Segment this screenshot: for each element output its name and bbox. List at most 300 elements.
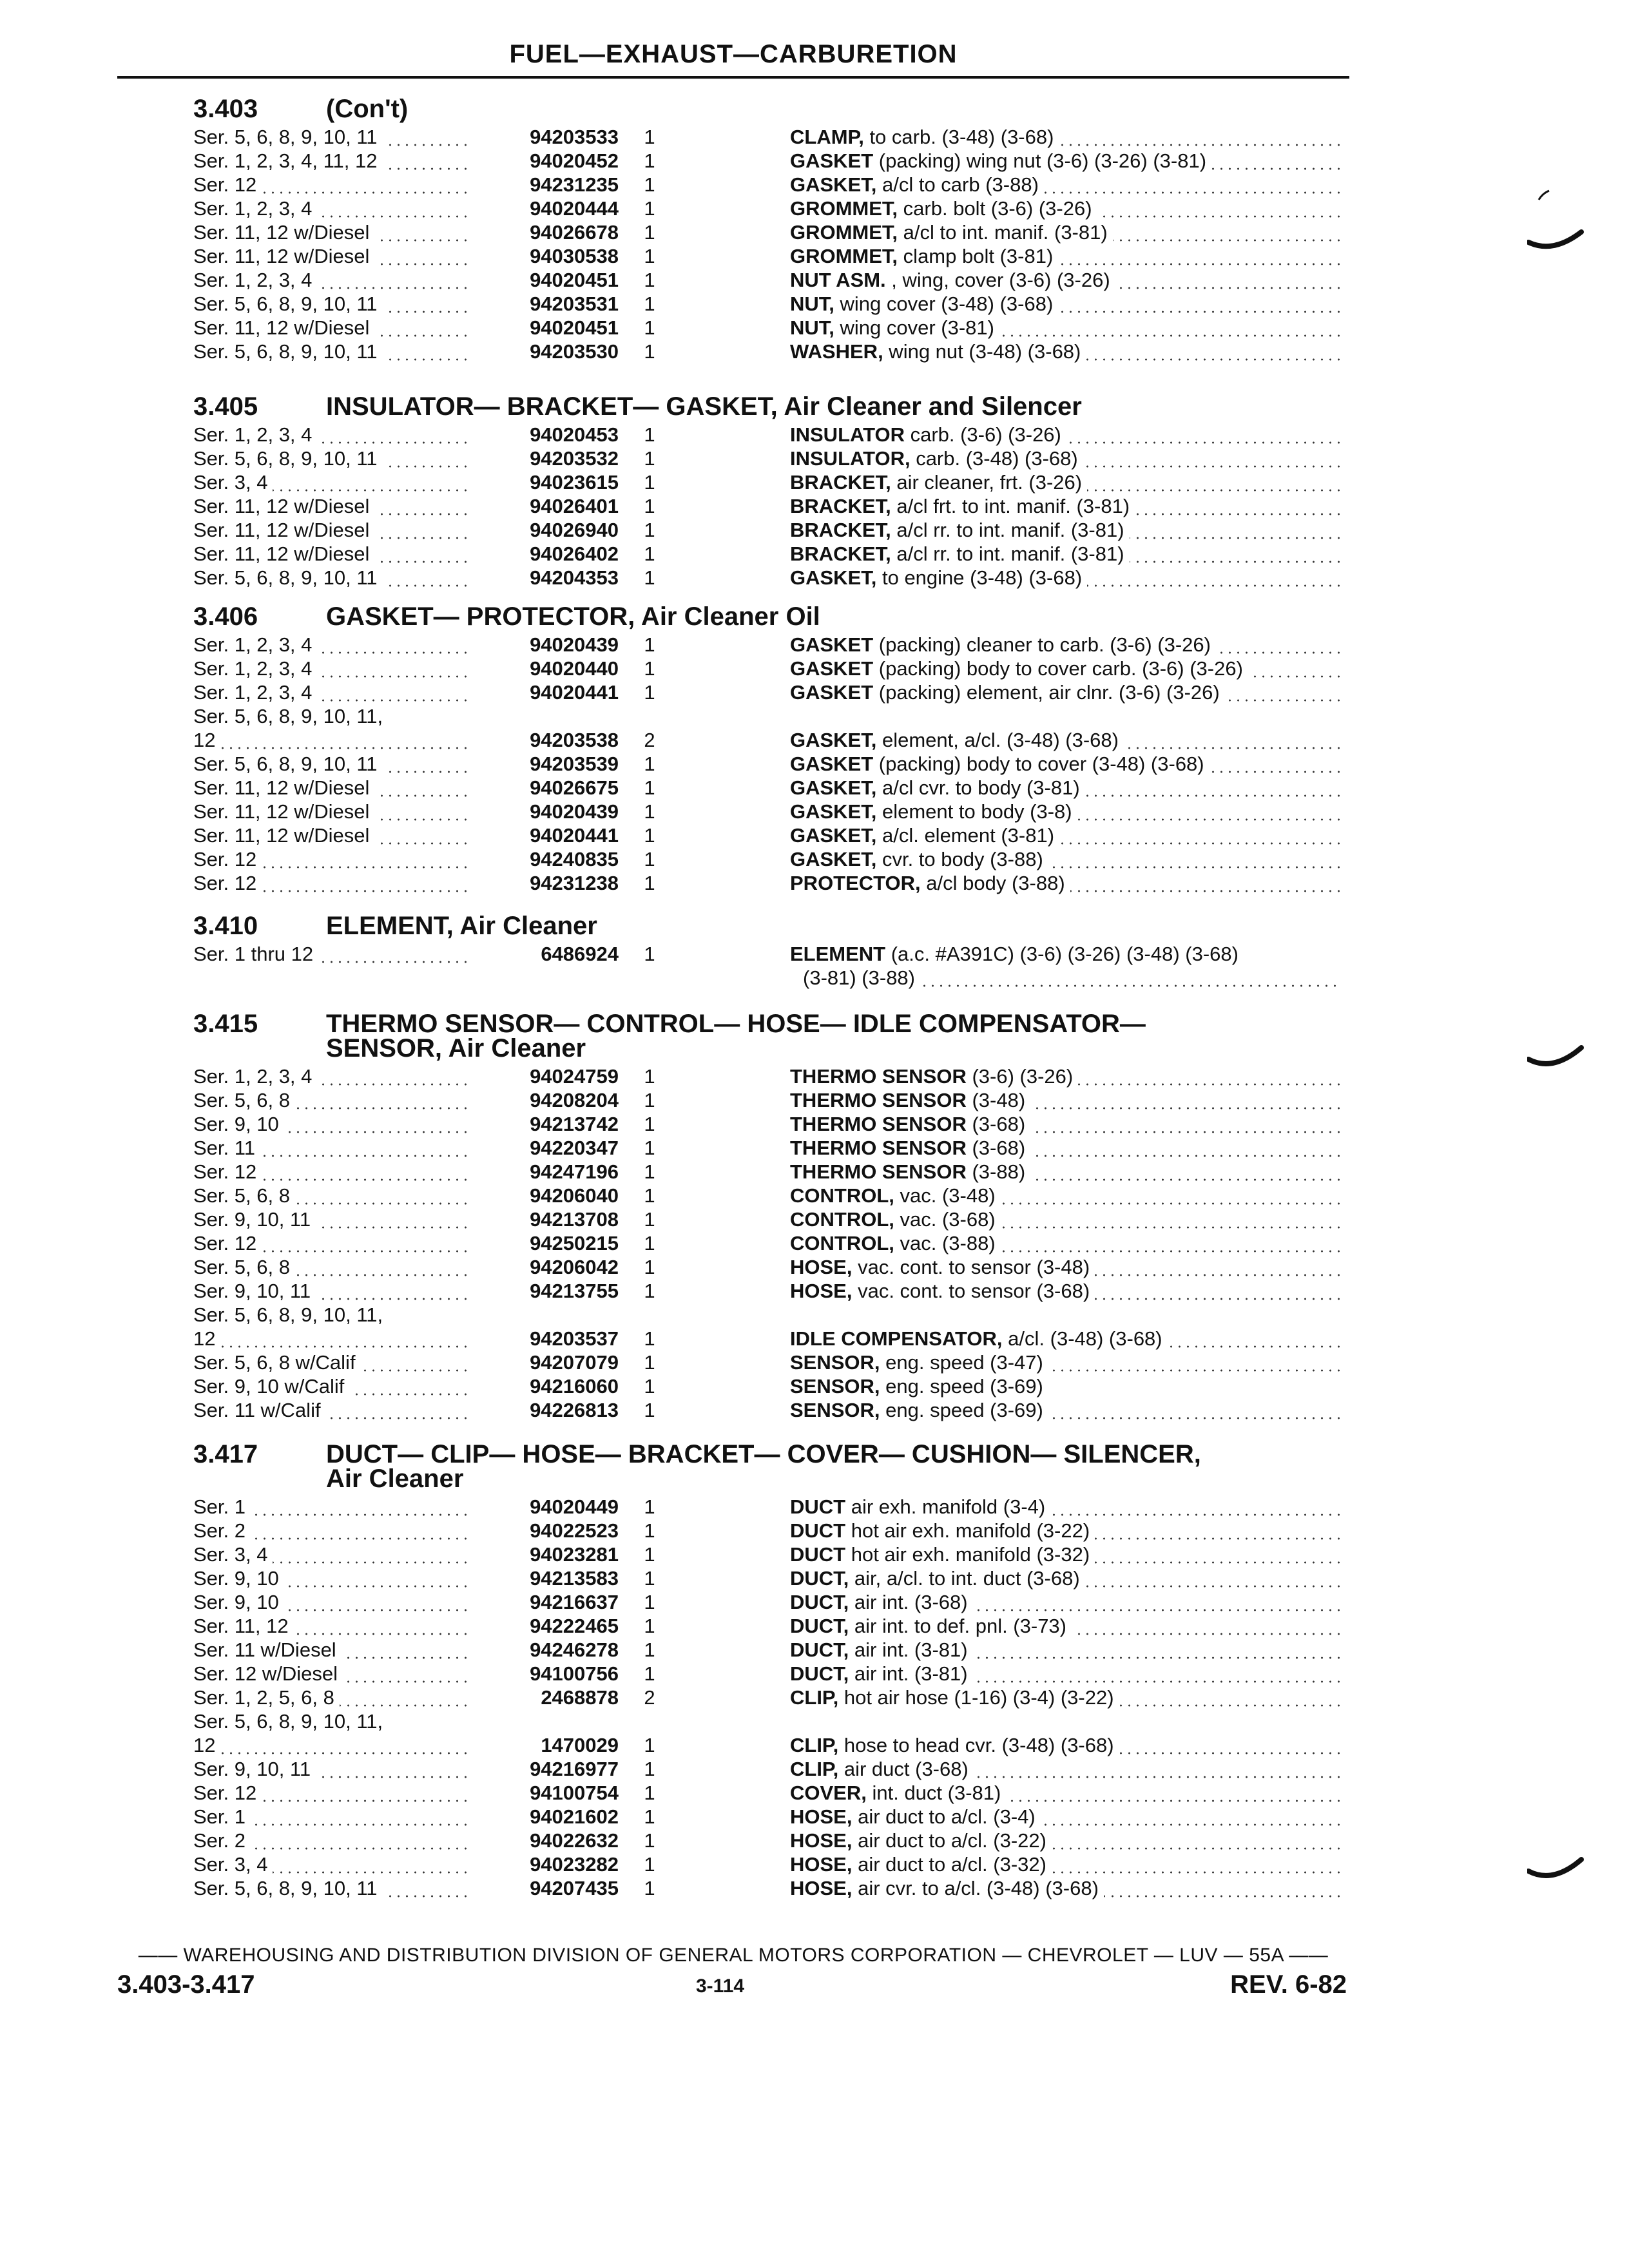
series-text: Ser. 3, 4: [193, 1543, 273, 1566]
table-row: [193, 149, 1340, 173]
description-cell: [790, 1398, 1340, 1422]
description-cell: [790, 728, 1340, 752]
quantity: [630, 704, 669, 728]
part-number: 94213708: [530, 1208, 619, 1231]
footer-section-range: 3.403-3.417: [117, 1970, 255, 1999]
quantity: 1: [644, 519, 655, 541]
series-cell: [193, 220, 472, 244]
description: [790, 1758, 974, 1780]
part-number: 94231238: [530, 872, 619, 894]
item-detail: vac. (3-68): [894, 1208, 996, 1231]
series-cell: [193, 1829, 472, 1852]
series-text: Ser. 11, 12 w/Diesel: [193, 316, 374, 339]
description-cell: [790, 1303, 1340, 1327]
item-name: THERMO SENSOR: [790, 1160, 967, 1183]
description-cell: [790, 800, 1340, 823]
item-name: GASKET: [790, 681, 874, 704]
description: [790, 495, 1135, 517]
description-cell: [790, 1279, 1340, 1303]
series-text: Ser. 5, 6, 8, 9, 10, 11: [193, 566, 383, 589]
description-cell: [790, 657, 1340, 680]
series-cell: [193, 1876, 472, 1900]
series-cell: [193, 566, 472, 590]
series-text: Ser. 11, 12 w/Diesel: [193, 800, 374, 823]
description: [790, 657, 1248, 680]
series-text: Ser. 5, 6, 8: [193, 1089, 295, 1111]
table-row: [193, 1279, 1340, 1303]
quantity: 1: [644, 1375, 655, 1398]
part-number: 94213755: [530, 1280, 619, 1302]
description: [790, 1089, 1030, 1111]
series-cell: [193, 244, 472, 268]
item-name: GASKET,: [790, 800, 877, 823]
item-detail: (3-68): [966, 1113, 1026, 1135]
series-text: Ser. 11, 12 w/Diesel: [193, 245, 374, 267]
part-number: 94216637: [530, 1591, 619, 1613]
series-cell: [193, 1303, 472, 1327]
item-detail: air cleaner, frt. (3-26): [891, 471, 1083, 494]
item-name: CLIP,: [790, 1734, 839, 1756]
description: [790, 293, 1058, 315]
description: [790, 1519, 1095, 1542]
part-number: 94203532: [530, 447, 619, 470]
item-detail: hose to head cvr. (3-48) (3-68): [838, 1734, 1114, 1756]
section-number: 3.405: [193, 392, 258, 421]
series-cell: [193, 1207, 472, 1231]
part-number: 94213742: [530, 1113, 619, 1135]
table-row: [193, 244, 1340, 268]
series-text: 12: [193, 1734, 220, 1756]
description: [790, 1853, 1052, 1876]
item-detail: (packing) body to cover (3-48) (3-68): [873, 753, 1204, 775]
description: [790, 245, 1058, 267]
part-number: 94026401: [530, 495, 619, 517]
table-row: [193, 800, 1340, 823]
series-text: 12: [193, 729, 220, 751]
item-name: ELEMENT: [790, 943, 886, 965]
item-detail: element, a/cl. (3-48) (3-68): [876, 729, 1119, 751]
description-cell: [790, 494, 1340, 518]
quantity: 1: [644, 872, 655, 894]
table-row: [193, 1686, 1340, 1709]
item-detail: (a.c. #A391C) (3-6) (3-26) (3-48) (3-68): [885, 943, 1239, 965]
item-detail: eng. speed (3-69): [880, 1399, 1043, 1421]
series-cell: [193, 1136, 472, 1160]
item-name: THERMO SENSOR: [790, 1113, 967, 1135]
table-row: [193, 1231, 1340, 1255]
description-cell: [790, 1566, 1340, 1590]
table-row: [193, 1136, 1340, 1160]
quantity: 1: [644, 173, 655, 196]
item-name: GASKET,: [790, 566, 877, 589]
part-number: 94213583: [530, 1567, 619, 1590]
series-text: Ser. 9, 10: [193, 1591, 284, 1613]
table-row: [193, 680, 1340, 704]
table-row: [193, 1255, 1340, 1279]
table-row: [193, 942, 1340, 966]
series-cell: [193, 776, 472, 800]
item-detail: (packing) cleaner to carb. (3-6) (3-26): [873, 633, 1211, 656]
part-number: 94026675: [530, 776, 619, 799]
description: [790, 1399, 1048, 1421]
item-name: HOSE,: [790, 1805, 853, 1828]
item-detail: cvr. to body (3-88): [876, 848, 1043, 870]
series-cell: [193, 1112, 472, 1136]
item-detail: to carb. (3-48) (3-68): [863, 126, 1054, 148]
description: [790, 149, 1211, 172]
part-number: 94100756: [530, 1662, 619, 1685]
description-cell: [790, 1112, 1340, 1136]
table-row: [193, 220, 1340, 244]
description-cell: [790, 518, 1340, 542]
item-detail: clamp bolt (3-81): [898, 245, 1054, 267]
section-3-405: [193, 394, 1340, 590]
description: [790, 753, 1210, 775]
description-cell: [790, 244, 1340, 268]
item-name: THERMO SENSOR: [790, 1065, 967, 1088]
description: [803, 966, 920, 989]
item-name: NUT,: [790, 293, 834, 315]
item-detail: air cvr. to a/cl. (3-48) (3-68): [852, 1877, 1099, 1899]
series-text: Ser. 1: [193, 1805, 251, 1828]
quantity: 1: [644, 1208, 655, 1231]
series-text: Ser. 11, 12 w/Diesel: [193, 776, 374, 799]
series-text: Ser. 9, 10 w/Calif: [193, 1375, 349, 1398]
quantity: 1: [644, 1853, 655, 1876]
series-text: Ser. 5, 6, 8: [193, 1256, 295, 1278]
quantity: 1: [644, 1160, 655, 1183]
description-cell: [790, 125, 1340, 149]
item-name: GASKET: [790, 657, 874, 680]
description: [790, 269, 1115, 291]
description-cell: [790, 1184, 1340, 1207]
item-name: DUCT: [790, 1519, 846, 1542]
description-cell: [790, 1088, 1340, 1112]
quantity: 1: [644, 1519, 655, 1542]
series-cell: [193, 728, 472, 752]
item-detail: air int. to def. pnl. (3-73): [849, 1615, 1066, 1637]
item-name: THERMO SENSOR: [790, 1137, 967, 1159]
table-row: [193, 1829, 1340, 1852]
series-text: Ser. 5, 6, 8, 9, 10, 11: [193, 293, 383, 315]
quantity: 1: [644, 633, 655, 656]
table-row: [193, 871, 1340, 895]
part-number: 94203539: [530, 753, 619, 775]
part-number: 94220347: [530, 1137, 619, 1159]
description: [790, 1495, 1050, 1518]
quantity: 1: [644, 340, 655, 363]
description-cell: [790, 340, 1340, 363]
table-row: [193, 1542, 1340, 1566]
description-cell: [790, 1876, 1340, 1900]
item-detail: (3-68): [966, 1137, 1026, 1159]
table-row: [193, 494, 1340, 518]
section-heading: [193, 1442, 1340, 1491]
part-number: 94026940: [530, 519, 619, 541]
quantity: 1: [644, 543, 655, 565]
part-number: 94026402: [530, 543, 619, 565]
description: [790, 1734, 1119, 1756]
series-cell: [193, 1327, 472, 1350]
series-text: Ser. 11 w/Calif: [193, 1399, 326, 1421]
item-detail: eng. speed (3-69): [880, 1375, 1043, 1398]
part-number: 94203538: [530, 729, 619, 751]
part-number: [472, 966, 619, 990]
part-number: 94020451: [530, 316, 619, 339]
section-3-415: [193, 1012, 1340, 1422]
series-cell: [193, 268, 472, 292]
series-cell: [193, 942, 472, 966]
table-row: [193, 1566, 1340, 1590]
part-number: 94206042: [530, 1256, 619, 1278]
table-row: [193, 1398, 1340, 1422]
item-detail: wing cover (3-48) (3-68): [834, 293, 1054, 315]
description-cell: [790, 1638, 1340, 1662]
section-number: 3.406: [193, 602, 258, 631]
part-number: 1470029: [541, 1734, 619, 1756]
quantity: 1: [644, 1327, 655, 1350]
quantity: 1: [644, 1567, 655, 1590]
series-text: Ser. 1, 2, 3, 4: [193, 269, 317, 291]
series-text: Ser. 5, 6, 8, 9, 10, 11,: [193, 1303, 388, 1326]
quantity: 1: [644, 495, 655, 517]
description-cell: [790, 1160, 1340, 1184]
series-text: Ser. 5, 6, 8, 9, 10, 11: [193, 447, 383, 470]
description-cell: [790, 566, 1340, 590]
item-name: GASKET,: [790, 173, 877, 196]
series-cell: [193, 125, 472, 149]
series-cell: [193, 518, 472, 542]
series-text: Ser. 1: [193, 1495, 251, 1518]
series-text: Ser. 3, 4: [193, 471, 273, 494]
item-detail: air, a/cl. to int. duct (3-68): [849, 1567, 1080, 1590]
series-text: Ser. 12: [193, 1232, 262, 1254]
part-number: 94203537: [530, 1327, 619, 1350]
description-cell: [790, 173, 1340, 197]
item-detail: air int. (3-81): [849, 1639, 968, 1661]
description-cell: [790, 1519, 1340, 1542]
series-cell: [193, 800, 472, 823]
quantity: 1: [644, 423, 655, 446]
quantity: 1: [644, 1351, 655, 1374]
item-detail: eng. speed (3-47): [880, 1351, 1043, 1374]
part-number: 94207079: [530, 1351, 619, 1374]
part-number: 94203533: [530, 126, 619, 148]
quantity: 1: [644, 316, 655, 339]
description: [790, 1351, 1048, 1374]
description: [790, 824, 1059, 847]
footer-publisher-line: —— WAREHOUSING AND DISTRIBUTION DIVISION OF GENERAL MOTORS CORPORATION — CHEVROLET — LUV — 55A ——: [138, 1945, 1329, 1966]
series-cell: [193, 1519, 472, 1542]
table-row: [193, 340, 1340, 363]
description-cell: [790, 1231, 1340, 1255]
description-cell: [790, 1255, 1340, 1279]
series-cell: [193, 752, 472, 776]
quantity: 1: [644, 245, 655, 267]
series-text: Ser. 5, 6, 8, 9, 10, 11,: [193, 1710, 388, 1733]
quantity: 1: [644, 126, 655, 148]
series-text: Ser. 12: [193, 1782, 262, 1804]
table-row: [193, 1781, 1340, 1805]
item-name: HOSE,: [790, 1280, 853, 1302]
description: [790, 1184, 1001, 1207]
part-number: 94020449: [530, 1495, 619, 1518]
part-number: [472, 1303, 619, 1327]
series-cell: [193, 1781, 472, 1805]
series-text: Ser. 2: [193, 1519, 251, 1542]
table-row: [193, 704, 1340, 728]
item-name: DUCT,: [790, 1567, 849, 1590]
section-title: GASKET— PROTECTOR, Air Cleaner Oil: [326, 602, 820, 631]
description-cell: [790, 220, 1340, 244]
series-text: Ser. 5, 6, 8, 9, 10, 11: [193, 1877, 383, 1899]
margin-mark-middle: [1527, 1024, 1585, 1076]
description: [790, 1303, 795, 1326]
table-row: [193, 823, 1340, 847]
series-text: Ser. 1, 2, 3, 4: [193, 633, 317, 656]
series-cell: [193, 423, 472, 447]
series-text: Ser. 11 w/Diesel: [193, 1639, 342, 1661]
quantity: 1: [644, 149, 655, 172]
description-cell: [790, 1805, 1340, 1829]
table-row: [193, 1327, 1340, 1350]
description-cell: [790, 1374, 1340, 1398]
item-name: DUCT,: [790, 1591, 849, 1613]
part-number: 94100754: [530, 1782, 619, 1804]
description-cell: [790, 1064, 1340, 1088]
item-detail: a/cl to int. manif. (3-81): [898, 221, 1108, 244]
series-cell: [193, 1805, 472, 1829]
series-text: 12: [193, 1327, 220, 1350]
section-heading: [193, 394, 1340, 419]
quantity: 1: [644, 1805, 655, 1828]
quantity: 1: [644, 800, 655, 823]
series-cell: [193, 197, 472, 220]
quantity: 1: [644, 1113, 655, 1135]
quantity: 2: [644, 1686, 655, 1709]
description: [790, 197, 1097, 220]
quantity: 1: [644, 848, 655, 870]
table-row: [193, 268, 1340, 292]
item-name: GASKET,: [790, 776, 877, 799]
item-name: GASKET,: [790, 729, 877, 751]
table-row: [193, 447, 1340, 470]
description-cell: [790, 871, 1340, 895]
table-row: [193, 1160, 1340, 1184]
description: [790, 543, 1130, 565]
item-name: GROMMET,: [790, 245, 898, 267]
series-text: Ser. 5, 6, 8, 9, 10, 11: [193, 753, 383, 775]
table-row: [193, 1064, 1340, 1088]
description: [790, 1137, 1030, 1159]
series-cell: [193, 823, 472, 847]
description: [790, 1065, 1078, 1088]
description: [790, 1639, 973, 1661]
series-cell: [193, 1160, 472, 1184]
series-text: Ser. 12: [193, 1160, 262, 1183]
table-row: [193, 197, 1340, 220]
series-cell: [193, 1398, 472, 1422]
description-cell: [790, 1207, 1340, 1231]
description-cell: [790, 1781, 1340, 1805]
section-heading: [193, 604, 1340, 629]
quantity: 1: [644, 657, 655, 680]
series-text: Ser. 5, 6, 8, 9, 10, 11: [193, 126, 383, 148]
description-cell: [790, 1662, 1340, 1686]
section-3-410: [193, 914, 1340, 990]
item-name: SENSOR,: [790, 1351, 880, 1374]
table-row: [193, 633, 1340, 657]
table-row: [193, 1350, 1340, 1374]
item-name: INSULATOR: [790, 423, 905, 446]
table-row: [193, 1733, 1340, 1757]
item-name: CONTROL,: [790, 1184, 894, 1207]
series-text: [193, 966, 198, 989]
item-detail: to engine (3-48) (3-68): [876, 566, 1083, 589]
item-detail: a/cl rr. to int. manif. (3-81): [891, 519, 1124, 541]
quantity: 1: [644, 1089, 655, 1111]
quantity: 1: [644, 824, 655, 847]
quantity: 1: [644, 1280, 655, 1302]
item-name: HOSE,: [790, 1256, 853, 1278]
item-detail: carb. bolt (3-6) (3-26): [898, 197, 1092, 220]
item-detail: a/cl body (3-88): [920, 872, 1065, 894]
item-detail: air int. (3-81): [849, 1662, 968, 1685]
quantity: 1: [644, 1184, 655, 1207]
table-row: [193, 1757, 1340, 1781]
description-cell: [790, 447, 1340, 470]
description-cell: [790, 1614, 1340, 1638]
description: [790, 173, 1044, 196]
part-number: 94231235: [530, 173, 619, 196]
section-title: THERMO SENSOR— CONTROL— HOSE— IDLE COMPENSATOR— SENSOR, Air Cleaner: [326, 1010, 1146, 1062]
series-cell: [193, 966, 472, 990]
part-number: 94022523: [530, 1519, 619, 1542]
item-detail: (3-88): [966, 1160, 1026, 1183]
quantity: 1: [644, 566, 655, 589]
description: [790, 471, 1087, 494]
description-cell: [790, 942, 1340, 966]
description-cell: [790, 1709, 1340, 1733]
series-text: Ser. 1 thru 12: [193, 943, 318, 965]
description: [790, 566, 1087, 589]
description-cell: [790, 1829, 1340, 1852]
item-name: CLIP,: [790, 1758, 839, 1780]
description: [790, 705, 795, 727]
series-text: Ser. 1, 2, 3, 4: [193, 657, 317, 680]
table-row: [193, 1112, 1340, 1136]
description: [790, 1829, 1052, 1852]
description: [790, 447, 1083, 470]
item-name: GASKET,: [790, 824, 877, 847]
description-cell: [803, 966, 1340, 990]
series-text: Ser. 12: [193, 173, 262, 196]
description: [790, 1782, 1006, 1804]
page-title: FUEL—EXHAUST—CARBURETION: [509, 40, 958, 68]
quantity: 2: [644, 729, 655, 751]
item-name: DUCT,: [790, 1662, 849, 1685]
item-name: HOSE,: [790, 1829, 853, 1852]
description: [790, 221, 1113, 244]
series-text: Ser. 2: [193, 1829, 251, 1852]
item-detail: (3-81) (3-88): [803, 966, 915, 989]
description-cell: [790, 1495, 1340, 1519]
series-cell: [193, 1279, 472, 1303]
series-cell: [193, 542, 472, 566]
series-cell: [193, 1757, 472, 1781]
series-text: Ser. 11, 12: [193, 1615, 294, 1637]
series-cell: [193, 871, 472, 895]
